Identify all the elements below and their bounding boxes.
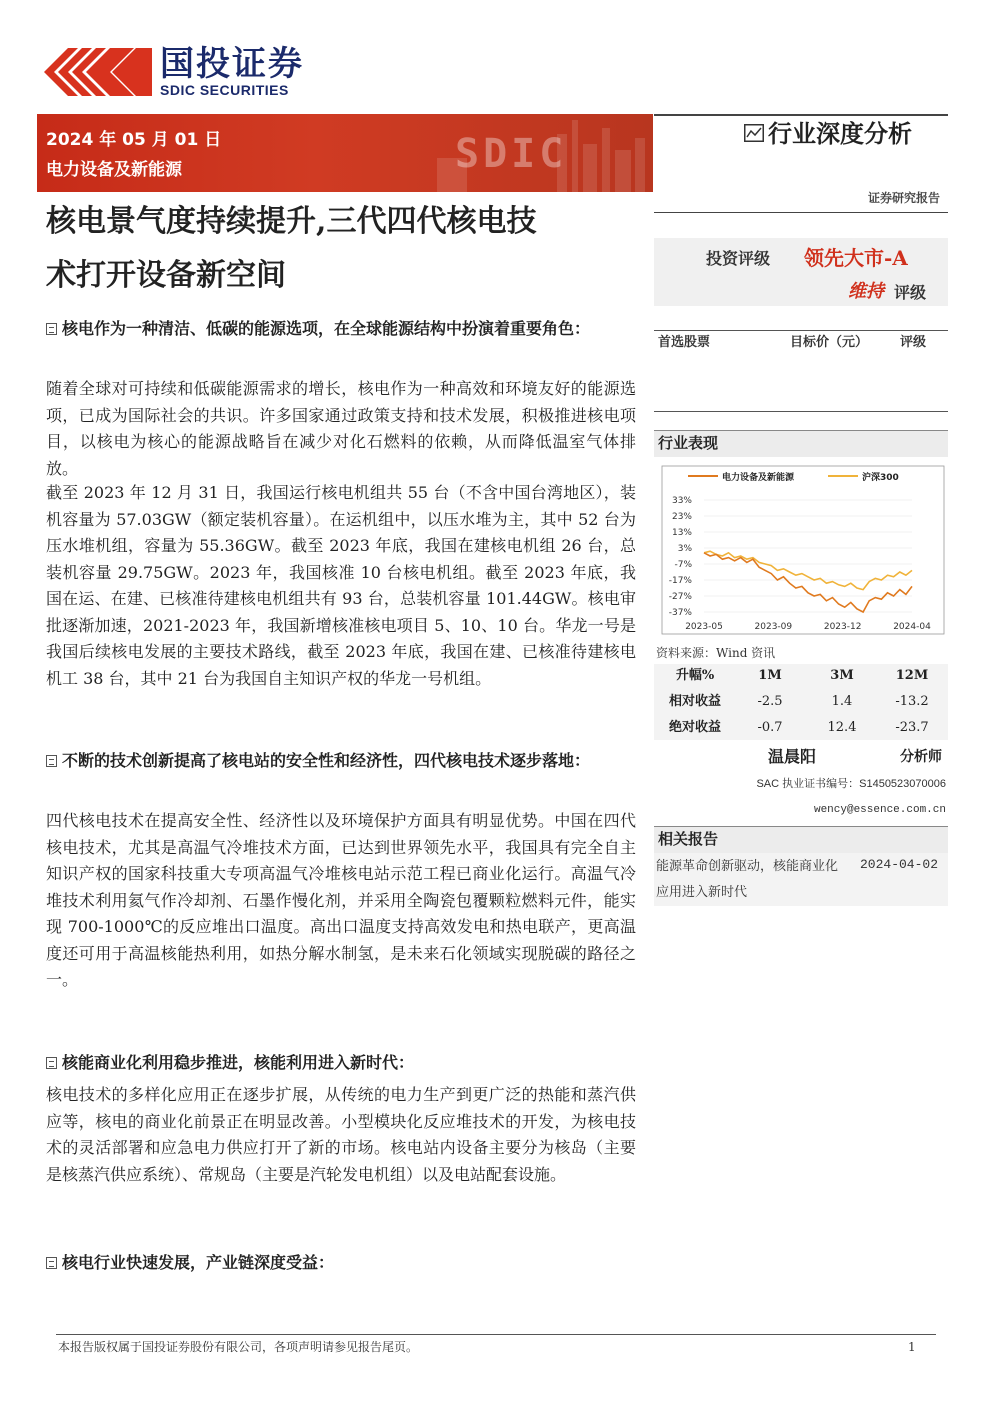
picks-col-rating: 评级 xyxy=(900,335,927,350)
perf-cell: -2.5 xyxy=(757,694,783,709)
logo-mark xyxy=(44,44,152,100)
analyst-name: 温晨阳 xyxy=(768,747,817,766)
y-tick-label: 33% xyxy=(671,496,692,506)
performance-chart xyxy=(654,462,948,638)
x-tick-label: 2024-04 xyxy=(893,622,931,632)
perf-row-label: 绝对收益 xyxy=(668,720,721,735)
footer-disclaimer: 本报告版权属于国投证券股份有限公司，各项声明请参见报告尾页。 xyxy=(58,1340,419,1354)
picks-col-target: 目标价（元） xyxy=(790,335,869,350)
y-tick-label: -27% xyxy=(668,592,692,602)
report-subtype: 证券研究报告 xyxy=(867,191,940,205)
rating-change-suffix: 评级 xyxy=(894,283,927,302)
paragraph: 四代核电技术在提高安全性、经济性以及环境保护方面具有明显优势。中国在四代核电技术，尤其是高温气冷堆技术方面，已达到世界领先水平，我国具有完全自主知识产权的国家科技重大专项高温气冷堆核电站示范工程已商业化运行。高温气冷堆技术利用氦气作冷却剂、石墨作慢化剂，并采用全陶瓷包覆颗粒燃料元件，能实现 700-1000℃的反应堆出口温度。高出口温度支持高效发电和热电联产，更高温度还可用于高温核能热利用，如热分解水制氢，是未来石化领域实现脱碳的路径之一。 xyxy=(46,811,636,989)
y-tick-label: -37% xyxy=(668,608,692,618)
section-heading: 不断的技术创新提高了核电站的安全性和经济性，四代核电技术逐步落地： xyxy=(46,748,636,774)
y-tick-label: 13% xyxy=(671,528,692,538)
logo-text-en: SDIC SECURITIES xyxy=(160,82,289,98)
analyst-role: 分析师 xyxy=(900,749,942,765)
perf-header-1m: 1M xyxy=(758,668,782,683)
y-tick-label: 3% xyxy=(677,544,692,554)
page-number: 1 xyxy=(908,1340,916,1354)
picks-col-stock: 首选股票 xyxy=(658,335,711,350)
report-type: 行业深度分析 xyxy=(768,119,912,148)
analyst-email[interactable]: wency@essence.com.cn xyxy=(813,804,946,816)
section-heading: 核能商业化利用稳步推进，核能利用进入新时代： xyxy=(46,1050,636,1076)
perf-cell: -0.7 xyxy=(757,720,783,735)
chart-trend-icon xyxy=(744,124,764,142)
y-tick-label: -7% xyxy=(674,560,692,570)
perf-section-title: 行业表现 xyxy=(658,434,719,452)
bullet-icon xyxy=(46,323,57,335)
section-heading: 核电行业快速发展，产业链深度受益： xyxy=(46,1250,636,1276)
perf-row-label: 相对收益 xyxy=(668,694,721,709)
x-tick-label: 2023-05 xyxy=(685,622,723,632)
bullet-icon xyxy=(46,1257,57,1269)
chart-frame xyxy=(662,466,944,634)
report-title-line1: 核电景气度持续提升,三代四代核电技 xyxy=(46,204,537,239)
legend-label: 电力设备及新能源 xyxy=(722,473,795,483)
logo-text-cn: 国投证券 xyxy=(160,44,304,84)
perf-header-12m: 12M xyxy=(895,668,929,683)
legend-label: 沪深300 xyxy=(862,473,899,483)
perf-header-3m: 3M xyxy=(830,668,854,683)
bullet-icon xyxy=(46,755,57,767)
chart-source: 资料来源：Wind 资讯 xyxy=(656,646,776,660)
bullet-icon xyxy=(46,1057,57,1069)
perf-cell: -23.7 xyxy=(895,720,929,735)
footer-rule xyxy=(56,1334,936,1335)
section-heading: 核电作为一种清洁、低碳的能源选项，在全球能源结构中扮演着重要角色： xyxy=(46,316,636,342)
related-report-date: 2024-04-02 xyxy=(860,857,939,872)
header-rule-2 xyxy=(654,212,948,213)
paragraph: 随着全球对可持续和低碳能源需求的增长，核电作为一种高效和环境友好的能源选项，已成为国际社会的共识。许多国家通过政策支持和技术发展，积极推进核电项目，以核电为核心的能源战略旨在减少对化石燃料的依赖，从而降低温室气体排放。 xyxy=(46,379,636,478)
perf-cell: 1.4 xyxy=(831,694,853,709)
y-tick-label: 23% xyxy=(671,512,692,522)
analyst-sac: SAC 执业证书编号：S1450523070006 xyxy=(756,778,946,790)
rating-change: 维持 xyxy=(848,281,884,302)
rating-label: 投资评级 xyxy=(706,249,771,268)
rating-value: 领先大市-A xyxy=(804,246,908,270)
paragraph: 截至 2023 年 12 月 31 日，我国运行核电机组共 55 台（不含中国台湾地区），装机容量为 57.03GW（额定装机容量）。在运机组中，以压水堆为主，其中 52 台为压水堆机组，容量为 55.36GW。截至 2023 年底，我国在建核电机组 26 台，总装机容量 29.75GW。2023 年，我国核准 10 台核电机组。截至 2023 年底，我国在运、在建、已核准待建核电机组共有 93 台，总装机容量 101.44GW。核电审批逐渐加速，2021-2023 年，我国新增核准核电项目 5、10、10 台。华龙一号是我国后续核电发展的主要技术路线，截至 2023 年底，我国在建、已核准待建核电机工 38 台，其中 21 台为我国自主知识产权的华龙一号机组。 xyxy=(46,483,636,688)
perf-cell: -13.2 xyxy=(895,694,929,709)
y-tick-label: -17% xyxy=(668,576,692,586)
related-title: 相关报告 xyxy=(658,830,719,848)
report-title-line2: 术打开设备新空间 xyxy=(46,258,286,293)
banner-watermark: SDIC xyxy=(455,131,568,177)
report-date: 2024 年 05 月 01 日 xyxy=(46,130,222,150)
perf-cell: 12.4 xyxy=(827,720,857,735)
perf-header-label: 升幅% xyxy=(675,668,715,683)
report-sector: 电力设备及新能源 xyxy=(46,160,182,180)
related-report-link[interactable]: 能源革命创新驱动，核能商业化应用进入新时代 xyxy=(656,859,839,900)
x-tick-label: 2023-12 xyxy=(823,622,862,632)
perf-section-header xyxy=(654,430,948,457)
x-tick-label: 2023-09 xyxy=(754,622,793,632)
related-header xyxy=(654,826,948,853)
paragraph: 核电技术的多样化应用正在逐步扩展，从传统的电力生产到更广泛的热能和蒸汽供应等，核电的商业化前景正在明显改善。小型模块化反应堆技术的开发，为核电技术的灵活部署和应急电力供应打开了新的市场。核电站内设备主要分为核岛（主要是核蒸汽供应系统）、常规岛（主要是汽轮发电机组）以及电站配套设施。 xyxy=(46,1085,636,1184)
